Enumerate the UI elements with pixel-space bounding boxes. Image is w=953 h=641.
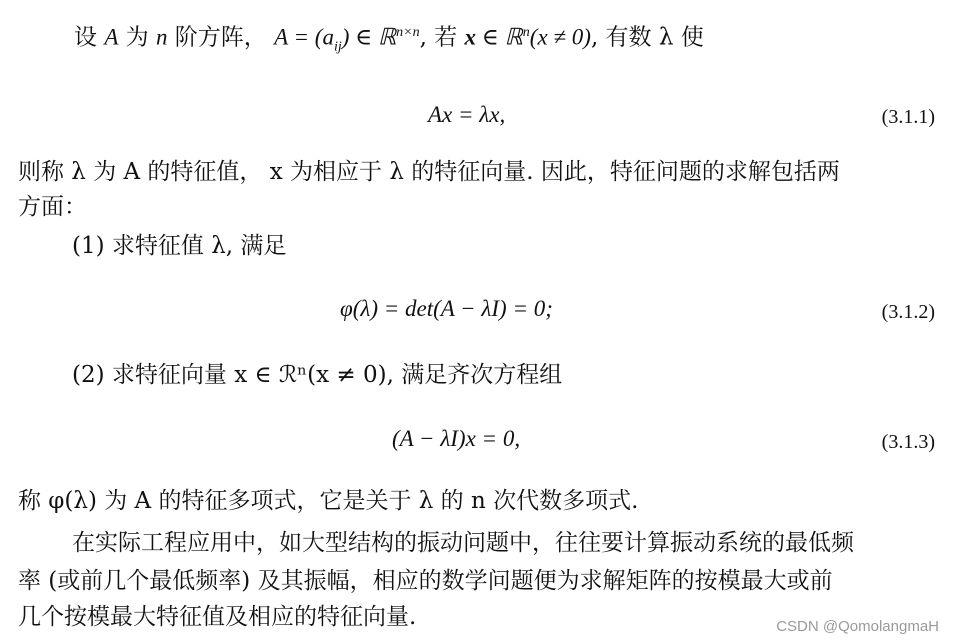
math-expression: (x ≠ 0) xyxy=(529,24,591,50)
math-subscript: ij xyxy=(333,39,342,55)
list-item: (1) 求特征值 λ, 满足 xyxy=(72,233,287,259)
math-superscript: n xyxy=(522,25,530,40)
equation-3-1-3 xyxy=(392,424,520,454)
math-expression: ) ∈ ℝ xyxy=(341,24,397,50)
math-superscript: n×n xyxy=(396,25,420,40)
equation-body: φ(λ) = det(A − λI) = 0; xyxy=(340,296,553,321)
paragraph-line: 率 (或前几个最低频率) 及其振幅，相应的数学问题便为求解矩阵的按模最大或前 xyxy=(18,568,833,594)
equation-number: (3.1.3) xyxy=(881,431,935,453)
definition-line xyxy=(74,18,704,62)
equation-3-1-2 xyxy=(340,294,553,324)
math-symbol: n xyxy=(156,24,168,50)
paragraph-line: 在实际工程应用中，如大型结构的振动问题中，往往要计算振动系统的最低频 xyxy=(72,530,854,556)
math-expression: A = (a xyxy=(274,24,334,50)
watermark: CSDN @QomolangmaH xyxy=(776,618,939,635)
text-segment: , 若 xyxy=(419,24,465,51)
paragraph-line: 几个按模最大特征值及相应的特征向量. xyxy=(18,604,417,630)
equation-number: (3.1.2) xyxy=(881,301,935,323)
equation-body: Ax = λx, xyxy=(428,102,506,127)
text-segment: , 有数 λ 使 xyxy=(590,24,704,51)
text-segment: 阶方阵， xyxy=(167,24,275,51)
math-vector: x xyxy=(464,24,477,50)
equation-number: (3.1.1) xyxy=(881,106,935,128)
text-line: 则称 λ 为 A 的特征值， x 为相应于 λ 的特征向量. 因此，特征问题的求解包括两 xyxy=(18,159,840,185)
equation-3-1-1 xyxy=(428,100,505,130)
text-line: 称 φ(λ) 为 A 的特征多项式，它是关于 λ 的 n 次代数多项式. xyxy=(18,488,639,514)
text-segment: 设 xyxy=(74,24,105,51)
math-symbol: A xyxy=(104,24,119,50)
text-line: 方面： xyxy=(18,194,87,220)
list-item: (2) 求特征向量 x ∈ ℛⁿ(x ≠ 0), 满足齐次方程组 xyxy=(72,362,563,388)
math-expression: ∈ ℝ xyxy=(476,24,523,50)
equation-body: (A − λI)x = 0, xyxy=(392,426,521,451)
text-segment: 为 xyxy=(118,24,156,51)
